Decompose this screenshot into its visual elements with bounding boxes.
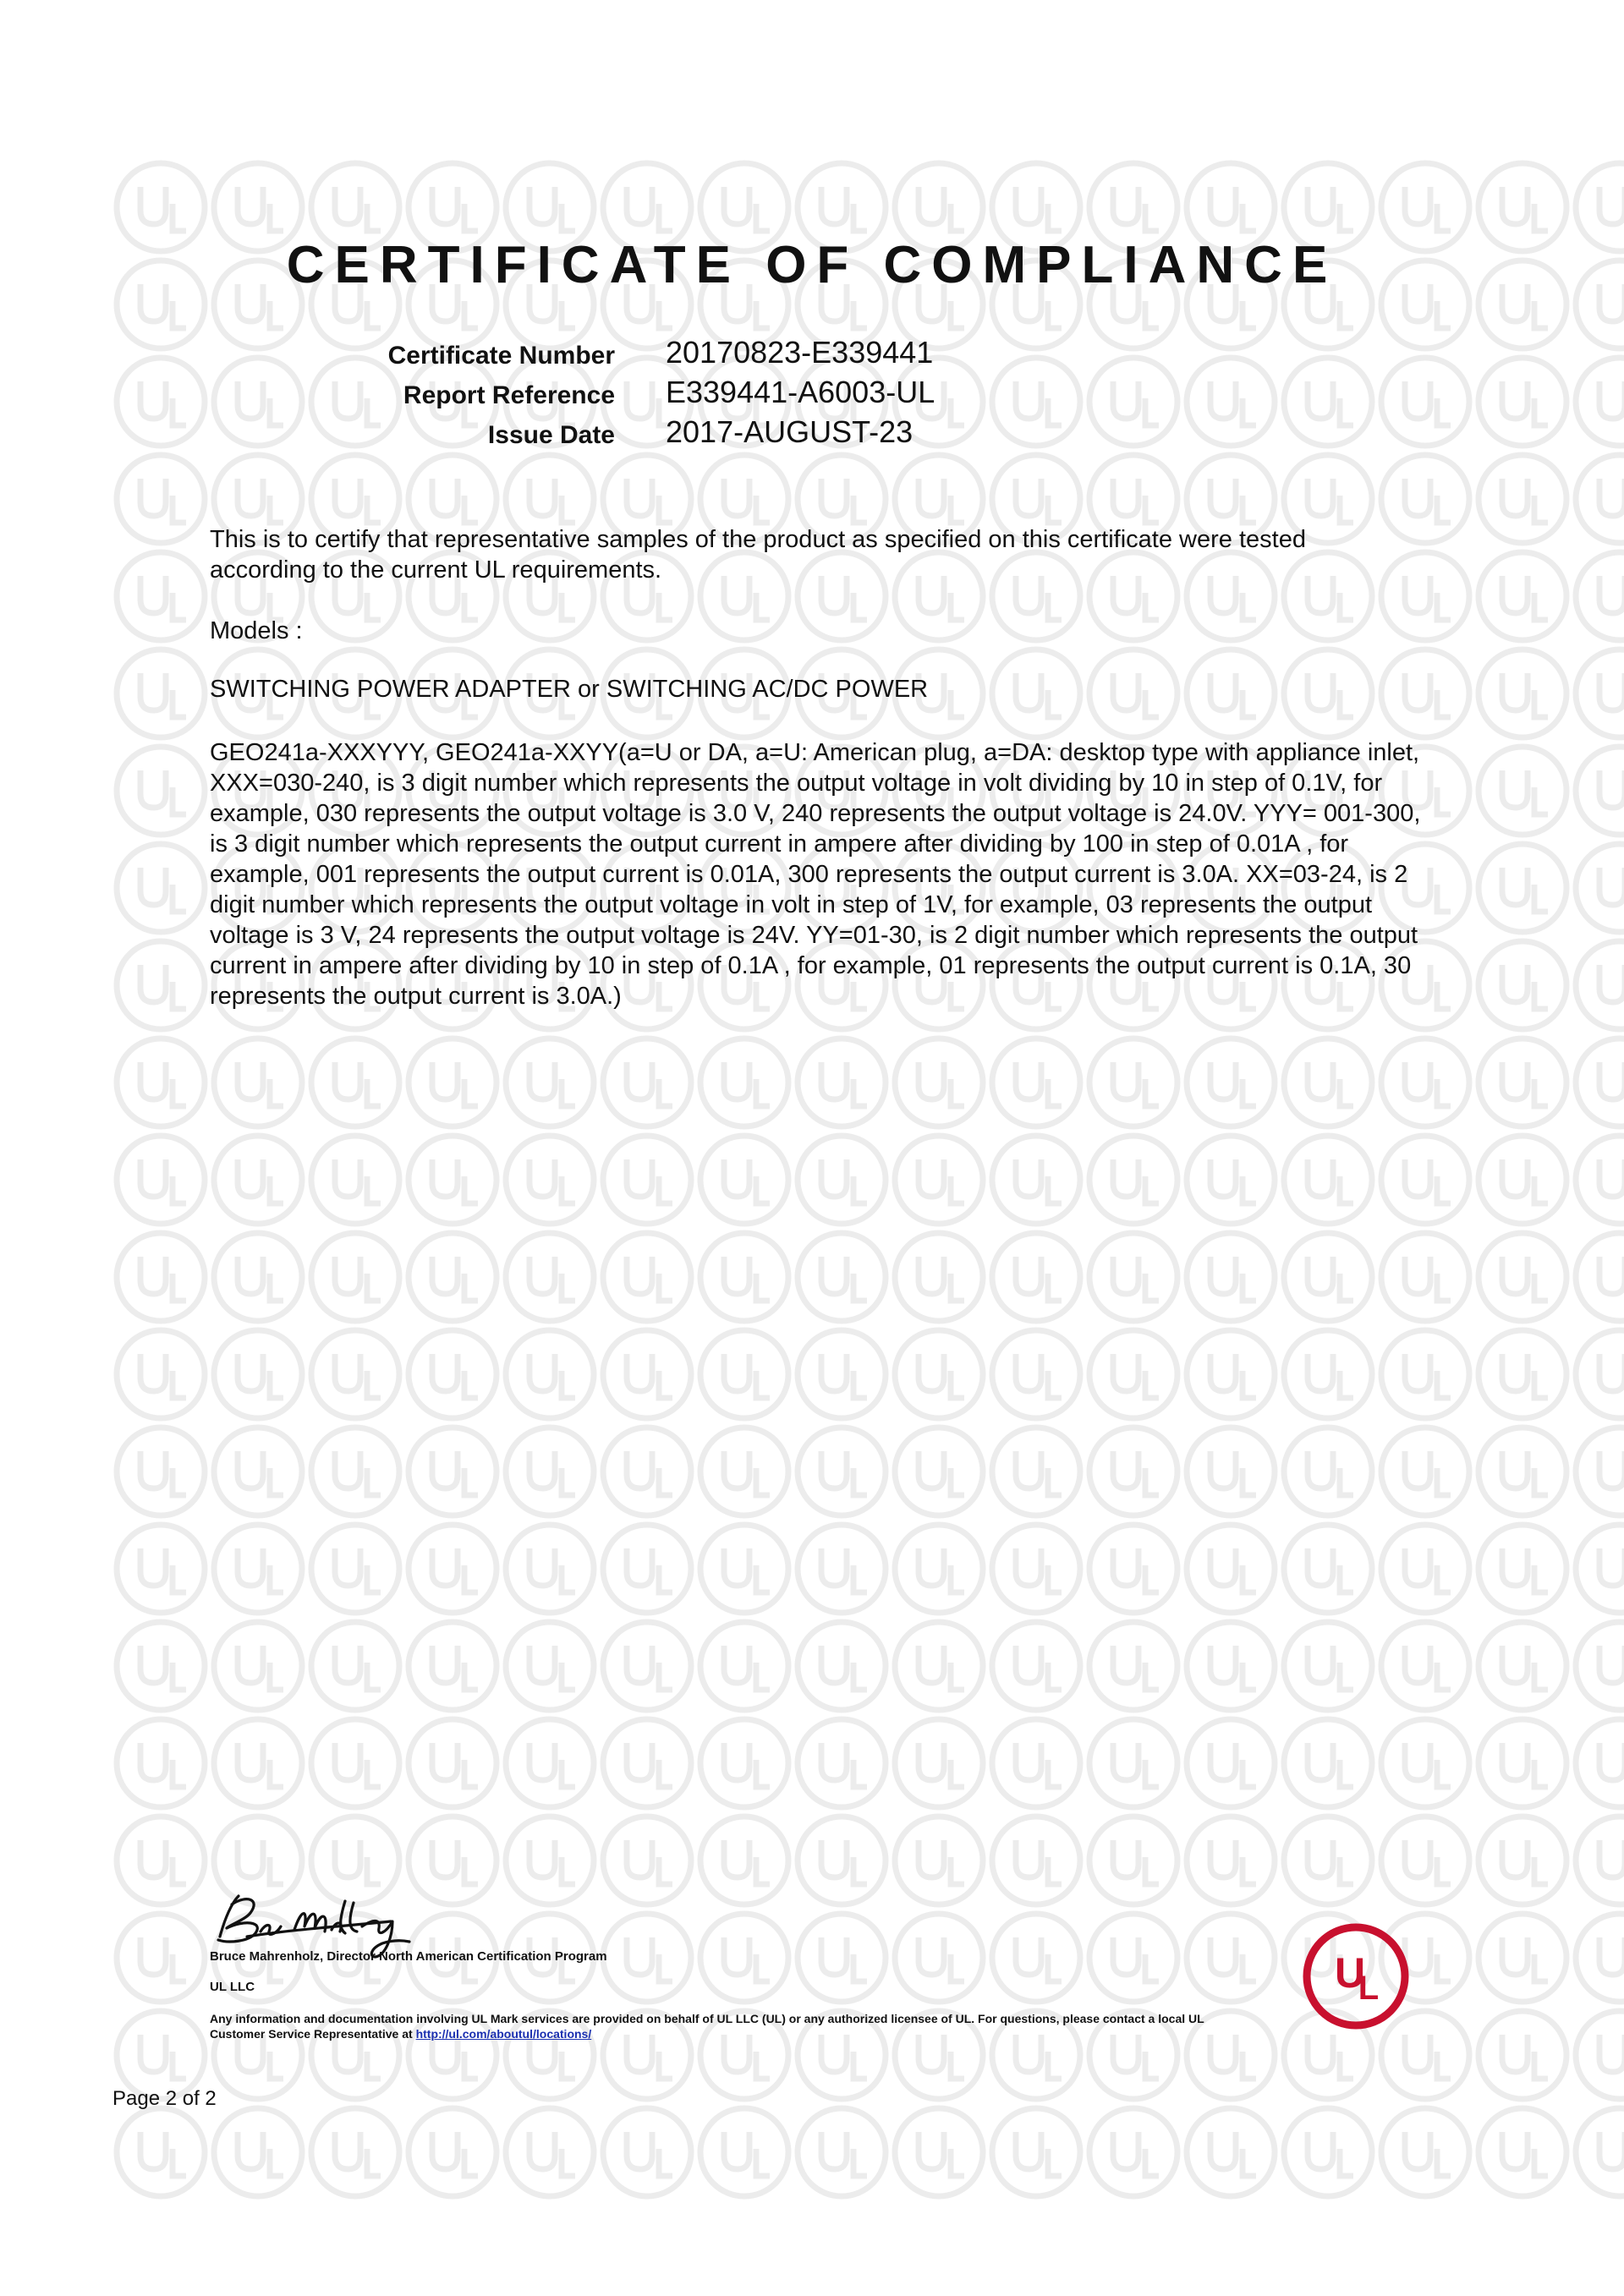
model-description: GEO241a-XXXYYY, GEO241a-XXYY(a=U or DA, a=U: American plug, a=DA: desktop type with appliance inlet, XXX=030-240, is 3 digit number which represents the output voltage in volt dividing by 10 in step of 0.1V, for example, 030 represents the output voltage is 3.0 V, 240 represents the output voltage is 24.0V. YYY= 001-300, is 3 digit number which represents the output current in ampere after dividing by 100 in step of 0.01A , for example, 001 represents the output current is 0.01A, 300 represents the output current is 3.0A. XX=03-24, is 2 digit number which represents the output voltage in volt in step of 1V, for example, 03 represents the output voltage is 3 V, 24 represents the output voltage is 24V. YY=01-30, is 2 digit number which represents the output current in ampere after dividing by 10 in step of 0.1A , for example, 01 represents the output current is 0.1A, 30 represents the output current is 3.0A.) <box>210 739 1421 1010</box>
certificate-title: CERTIFICATE OF COMPLIANCE <box>286 236 1338 294</box>
certification-statement: This is to certify that representative samples of the product as specified on this certificate were tested according to the current UL requirements. <box>210 526 1306 584</box>
ul-logo-letter-l: L <box>1358 1970 1380 2007</box>
certificate-number-label: Certificate Number <box>387 342 615 370</box>
disclaimer-body: Any information and documentation involving UL Mark services are provided on behalf of UL LLC (UL) or any authorized licensee of UL. For questions, please contact a local UL Customer Service Representative at <box>210 2012 1204 2041</box>
page-number: Page 2 of 2 <box>112 2087 217 2110</box>
issue-date-row <box>0 414 1624 457</box>
certificate-number-value: 20170823-E339441 <box>666 335 934 370</box>
ul-logo-letter-u: U <box>1334 1949 1366 1997</box>
report-reference-label: Report Reference <box>403 381 615 409</box>
report-reference-row <box>0 375 1624 417</box>
ul-locations-link[interactable]: http://ul.com/aboutul/locations/ <box>415 2027 592 2041</box>
signer-name: Bruce Mahrenholz, Director North American Certification Program <box>210 1949 607 1964</box>
ul-logo-icon <box>1301 1921 1411 2031</box>
certificate-number-row <box>0 335 1624 377</box>
product-line: SWITCHING POWER ADAPTER or SWITCHING AC/DC POWER <box>210 676 929 703</box>
company-name: UL LLC <box>210 1980 255 1994</box>
issue-date-label: Issue Date <box>487 421 615 449</box>
disclaimer-text <box>210 2011 1225 2041</box>
issue-date-value: 2017-AUGUST-23 <box>666 414 914 449</box>
models-label: Models : <box>210 617 303 644</box>
report-reference-value: E339441-A6003-UL <box>666 375 935 409</box>
